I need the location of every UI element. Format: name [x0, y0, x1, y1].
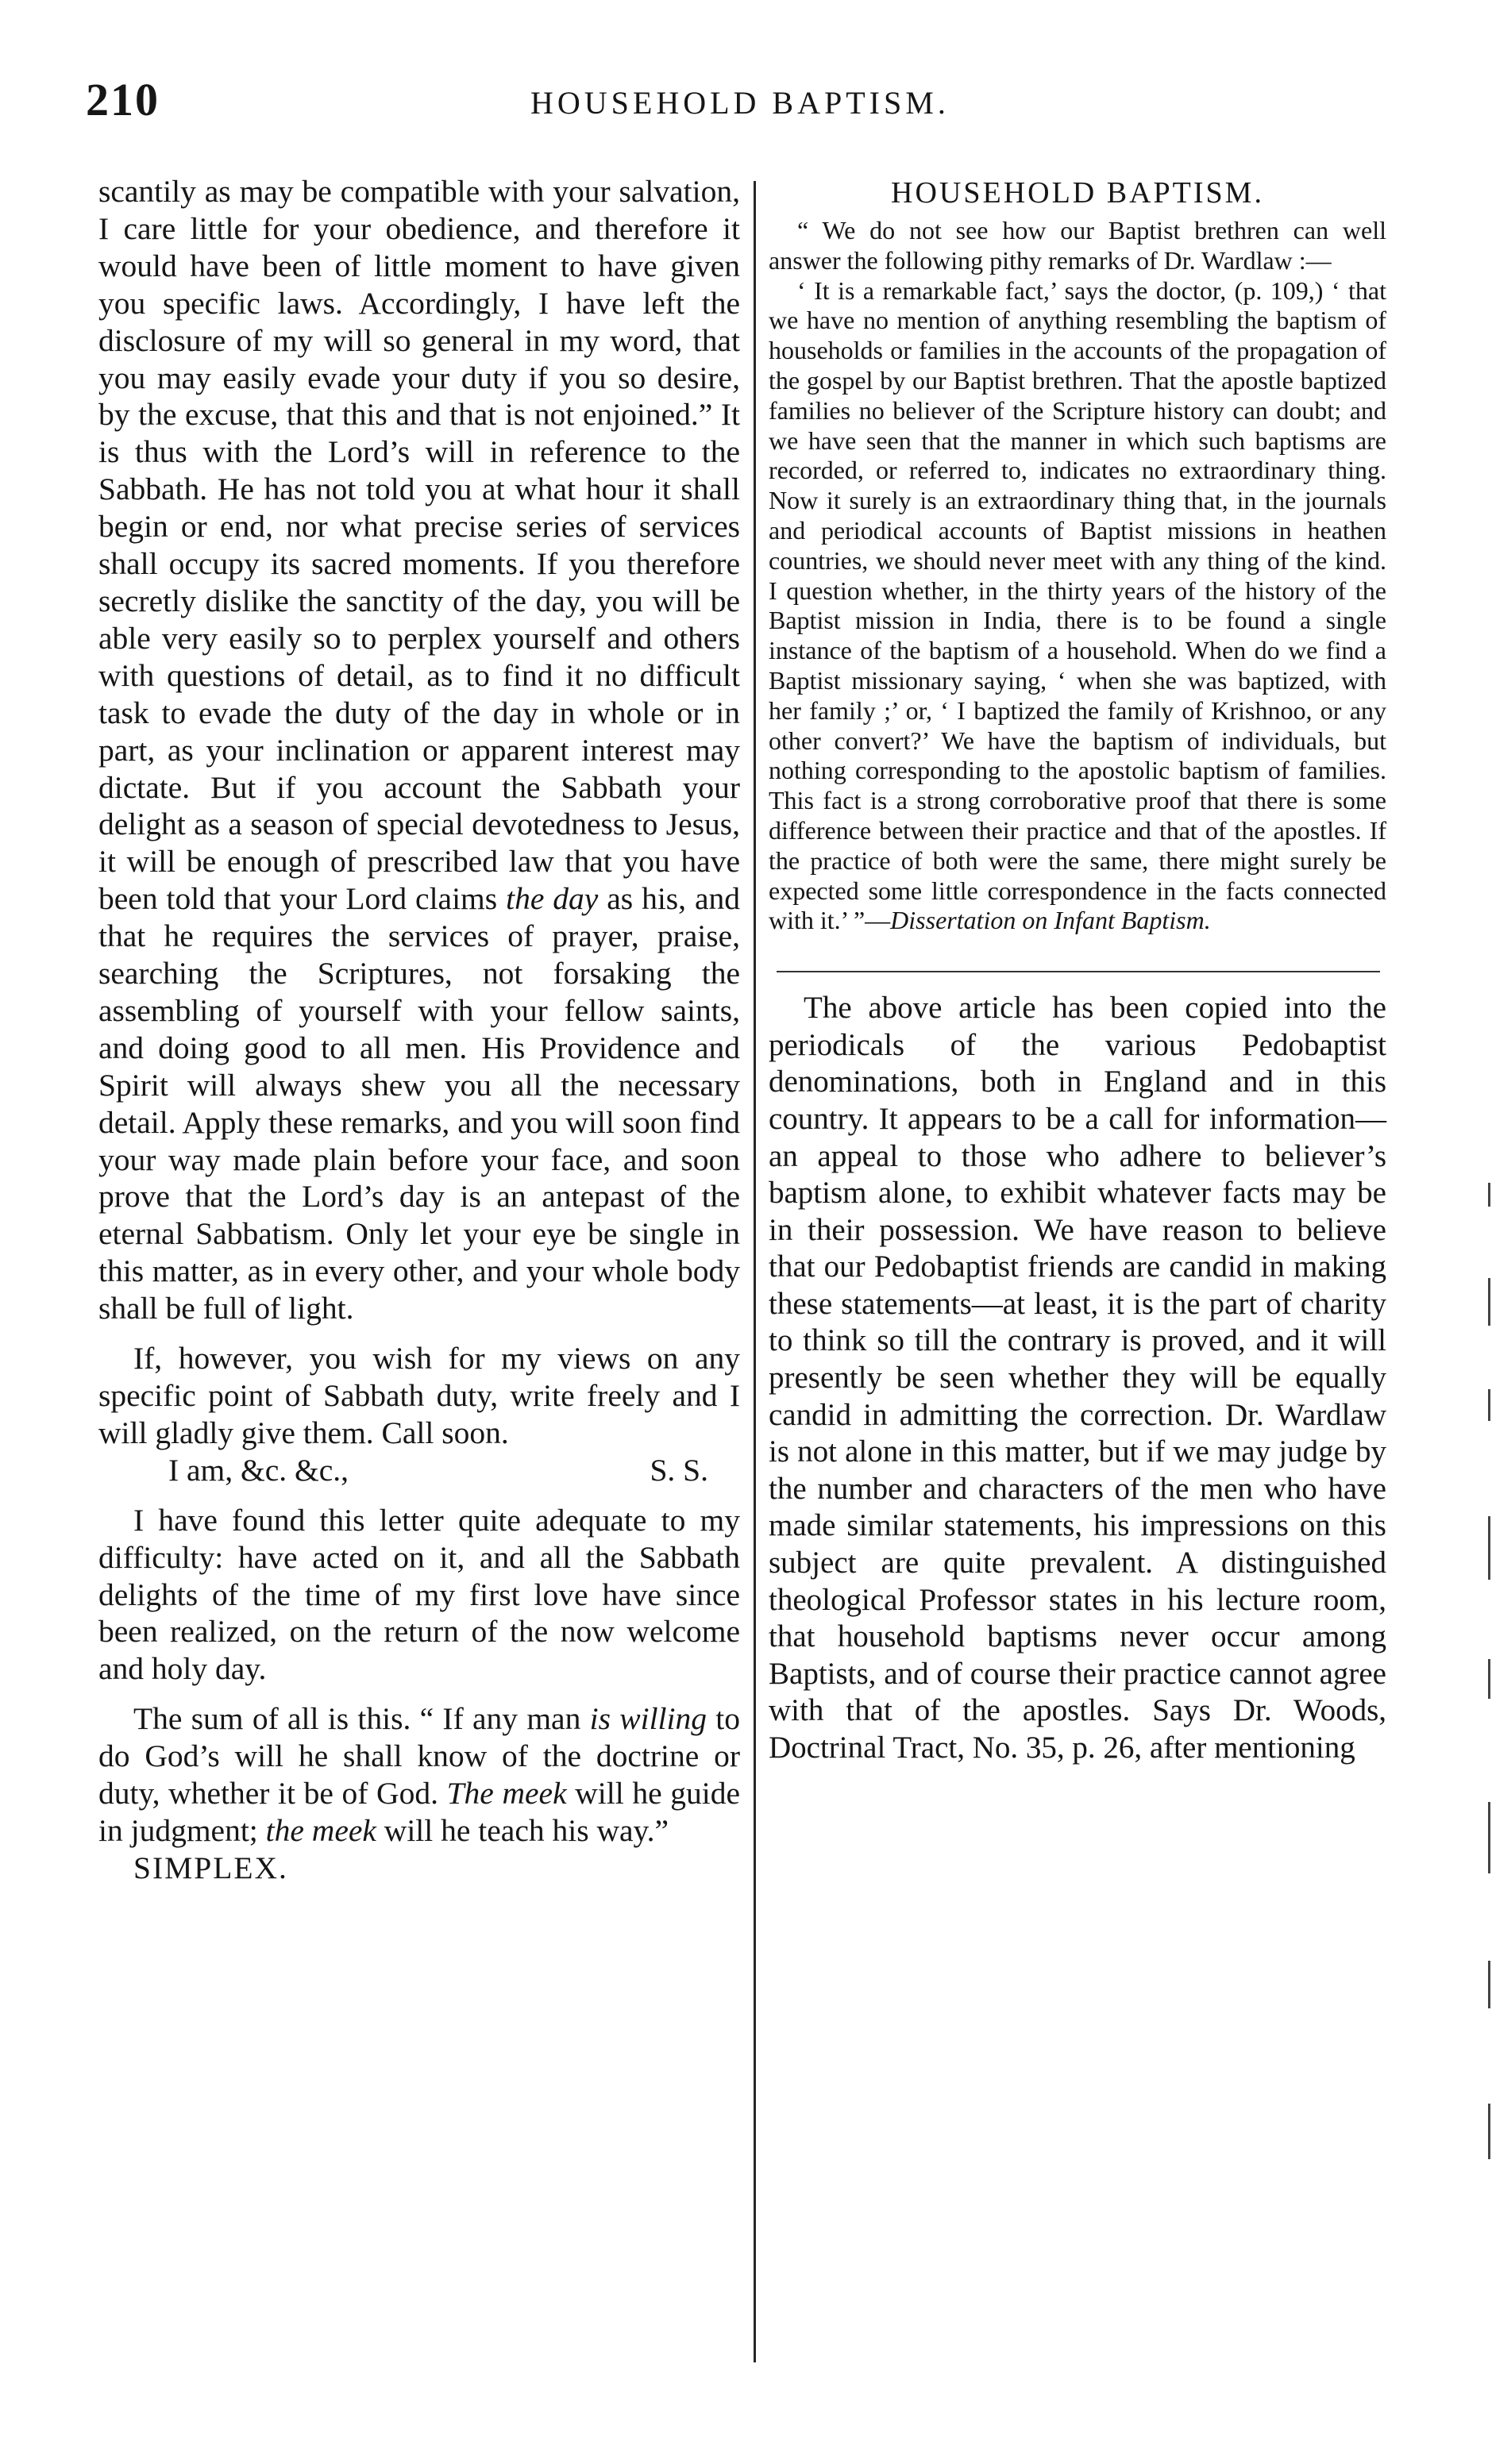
closing-initials: S. S. — [650, 1452, 708, 1488]
article-paragraph-1: The above article has been copied into the periodicals of the various Pedobaptist denominations, both in England and in this country. It appears to be a call for information—an appeal to those who adhere to believer’s baptism alone, to exhibit whatever facts may be in their possession. We have reason to believe that our Pedobaptist friends are candid in making these statements—at least, it is the part of charity to think so till the contrary is proved, and it will presently be seen whether they will be equally candid in admitting the correction. Dr. Wardlaw is not alone in this matter, but if we may judge by the number and characters of the men who have made similar statements, his impressions on this subject are quite prevalent. A distinguished theological Professor states in his lecture room, that household baptisms never occur among Baptists, and of course their practice cannot agree with that of the apostles. Says Dr. Woods, Doctrinal Tract, No. 35, p. 26, after mentioning — [769, 991, 1386, 1765]
quote-p2-text: ‘ It is a remarkable fact,’ says the doctor, (p. 109,) ‘ that we have no mention of anything resembling the baptism of households or families in the accounts of the propagation of the gospel by our Baptist brethren. That the apostle baptized families no believer of the Scripture history can doubt; and we have seen that the manner in which such baptisms are recorded, or referred to, indicates no extraordinary thing. Now it surely is an extraordinary thing that, in the journals and periodical accounts of Baptist missions in heathen countries, we should never meet with any thing of the kind. I question whether, in the thirty years of the history of the Baptist mission in India, there is to be found a single instance of the baptism of a household. When do we find a Baptist missionary saying, ‘ when she was baptized, with her family ;’ or, ‘ I baptized the family of Krishnoo, or any other convert?’ We have the baptism of individuals, but nothing corresponding to the apostolic baptism of families. This fact is a strong corroborative proof that there is some difference between their practice and that of the apostles. If the practice of both were the same, there might surely be expected some little correspondence in the facts connected with it.’ ”— — [769, 275, 1386, 935]
left-p4-c: will he guide in judgment; — [98, 1776, 741, 1848]
right-column — [769, 173, 1386, 1767]
page-edge-marks — [1482, 1183, 1492, 2215]
left-p4-italic-2: The meek — [446, 1776, 567, 1811]
running-head: HOUSEHOLD BAPTISM. — [530, 85, 950, 121]
quoted-passage — [769, 216, 1386, 936]
left-paragraph-1 — [98, 173, 740, 1327]
column-divider — [754, 181, 756, 2362]
left-paragraph-2: If, however, you wish for my views on any specific point of Sabbath duty, write freely and I will gladly give them. Call soon. — [98, 1341, 740, 1450]
left-paragraph-4 — [98, 1700, 740, 1850]
left-p4-italic-1: is willing — [589, 1701, 707, 1737]
left-p4-italic-3: the meek — [265, 1812, 376, 1848]
quote-paragraph-2 — [769, 276, 1386, 937]
closing-text: I am, &c. &c., — [168, 1452, 349, 1488]
left-p4-a: The sum of all is this. “ If any man — [133, 1701, 581, 1737]
page-number: 210 — [86, 74, 160, 125]
left-p1-italic: the day — [506, 881, 599, 917]
quote-source: Dissertation on Infant Baptism. — [890, 906, 1211, 935]
left-p4-d: will he teach his way.” — [384, 1812, 669, 1848]
quote-paragraph-1: “ We do not see how our Baptist brethren can well answer the following pithy remarks of Dr. Wardlaw :— — [769, 216, 1386, 275]
left-paragraph-3: I have found this letter quite adequate to my difficulty: have acted on it, and all the Sabbath delights of the time of my first love have since been realized, on the return of the now welcome and holy day. — [98, 1502, 740, 1687]
section-rule — [777, 971, 1380, 972]
left-column — [98, 173, 740, 1887]
article-title: HOUSEHOLD BAPTISM. — [891, 176, 1264, 210]
signature: SIMPLEX. — [133, 1850, 288, 1885]
page-header — [86, 73, 1388, 144]
left-p1-text: scantily as may be compatible with your salvation, I care little for your obedience, and therefore it would have been of little moment to have given you specific laws. Accordingly, I have left the disclosure of my will so general in my word, that you may easily evade your duty if you so desire, by the excuse, that this and that is not enjoined.” It is thus with the Lord’s will in reference to the Sabbath. He has not told you at what hour it shall begin or end, nor what precise series of services shall occupy its sacred moments. If you therefore secretly dislike the sanctity of the day, you will be able very easily so to perplex yourself and others with questions of detail, as to find it no difficult task to evade the duty of the day in whole or in part, as your inclination or apparent interest may dictate. But if you account the Sabbath your delight as a season of special devotedness to Jesus, it will be enough of prescribed law that you have been told that your Lord claims — [98, 174, 740, 917]
left-p4-b: to do God’s will he shall know of the doctrine or duty, whether it be of God. — [98, 1701, 741, 1811]
left-p1-end: as his, and that he requires the services of prayer, praise, searching the Scriptures, not forsaking the assembling of yourself with your fellow saints, and doing good to all men. His Providence and Spirit will always shew you all the necessary detail. Apply these remarks, and you will soon find your way made plain before your face, and soon prove that the Lord’s day is an antepast of the eternal Sabbatism. Only let your eye be single in this matter, as in every other, and your whole body shall be full of light. — [98, 881, 741, 1326]
closing-line — [98, 1452, 740, 1489]
article-body — [769, 990, 1386, 1766]
